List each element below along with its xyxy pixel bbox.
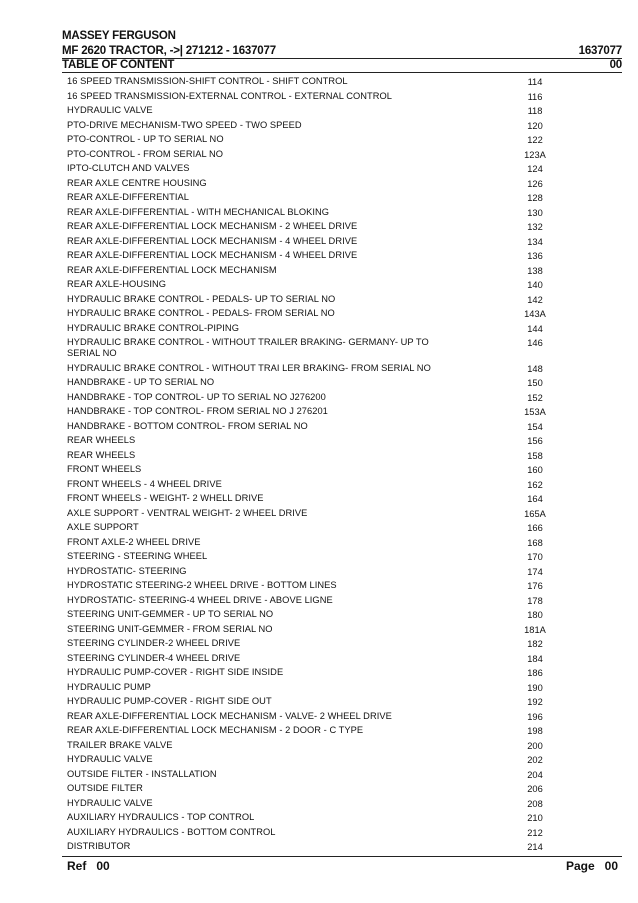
toc-entry <box>67 307 557 322</box>
toc-entry-page: 214 <box>527 842 543 852</box>
toc-entry-page: 158 <box>527 450 543 461</box>
toc-entry-page: 176 <box>527 581 543 591</box>
toc-entry-title: OUTSIDE FILTER - INSTALLATION <box>67 768 217 779</box>
toc-entry-page: 181A <box>524 624 546 635</box>
toc-entry <box>67 695 557 710</box>
toc-entry-page: 164 <box>527 494 543 504</box>
toc-entry-page: 116 <box>527 91 543 102</box>
toc-entry-title: AUXILIARY HYDRAULICS - TOP CONTROL <box>67 812 255 822</box>
toc-entry <box>67 521 557 536</box>
toc-entry <box>67 710 557 725</box>
toc-entry-title: HANDBRAKE - BOTTOM CONTROL- FROM SERIAL NO <box>67 420 308 431</box>
toc-entry <box>67 637 557 652</box>
toc-entry <box>67 652 557 667</box>
toc-entry-title: REAR WHEELS <box>67 435 136 445</box>
toc-entry-title: HYDRAULIC VALVE <box>67 754 153 764</box>
toc-entry-title: REAR AXLE-DIFFERENTIAL - WITH MECHANICAL BLOKING <box>67 206 330 217</box>
toc-entry-page: 165A <box>524 508 546 519</box>
toc-entry <box>67 133 557 148</box>
toc-entry-title: FRONT AXLE-2 WHEEL DRIVE <box>67 536 201 547</box>
toc-entry <box>67 594 557 609</box>
toc-entry-page: 154 <box>527 421 543 432</box>
footer-ref-value: 00 <box>96 859 110 873</box>
toc-entry <box>67 391 557 406</box>
toc-entry-title: PTO-CONTROL - FROM SERIAL NO <box>67 148 224 159</box>
toc-entry-page: 168 <box>527 537 543 548</box>
toc-entry <box>67 362 557 377</box>
toc-entry <box>67 550 557 565</box>
toc-entry-title: DISTRIBUTOR <box>67 841 131 851</box>
toc-entry-page: 150 <box>527 378 543 388</box>
toc-entry-title: HYDROSTATIC- STEERING <box>67 565 187 576</box>
footer-ref <box>67 859 120 873</box>
toc-entry <box>67 826 557 841</box>
toc-entry <box>67 536 557 551</box>
toc-entry <box>67 811 557 826</box>
toc-entry <box>67 249 557 264</box>
toc-entry-page: 143A <box>524 309 546 319</box>
footer-ref-label: Ref <box>67 859 87 873</box>
toc-entry-title: HYDRAULIC BRAKE CONTROL - WITHOUT TRAILER BRAKING- GERMANY- UP TO SERIAL NO <box>67 337 429 358</box>
toc-entry-title: FRONT WHEELS - 4 WHEEL DRIVE <box>67 478 222 489</box>
toc-entry-title: REAR AXLE-DIFFERENTIAL LOCK MECHANISM - 2 WHEEL DRIVE <box>67 221 358 231</box>
toc-entry <box>67 336 557 362</box>
toc-entry-page: 198 <box>527 726 543 736</box>
toc-entry-page: 152 <box>527 392 543 403</box>
toc-entry-page: 162 <box>527 479 543 490</box>
toc-entry-title: STEERING CYLINDER-2 WHEEL DRIVE <box>67 638 241 648</box>
toc-entry-title: REAR AXLE-DIFFERENTIAL <box>67 192 189 202</box>
toc-entry <box>67 191 557 206</box>
toc-entry-title: HYDRAULIC VALVE <box>67 797 153 808</box>
toc-entry <box>67 565 557 580</box>
toc-entry-page: 174 <box>527 566 543 577</box>
toc-entry <box>67 376 557 391</box>
model-title: MF 2620 TRACTOR, ->| 271212 - 1637077 <box>62 45 276 57</box>
toc-entry-page: 196 <box>527 711 543 722</box>
toc-entry-title: HYDRAULIC PUMP <box>67 681 151 692</box>
toc-entry <box>67 162 557 177</box>
toc-entry-title: 16 SPEED TRANSMISSION-SHIFT CONTROL - SHIFT CONTROL <box>67 76 348 86</box>
toc-entry-page: 142 <box>527 294 543 305</box>
toc-entry-page: 178 <box>527 595 543 606</box>
toc-entry-page: 136 <box>527 251 543 261</box>
toc-entry-page: 210 <box>527 813 543 823</box>
toc-entry-title: PTO-CONTROL - UP TO SERIAL NO <box>67 134 224 144</box>
section-title: TABLE OF CONTENT <box>62 59 175 71</box>
toc-entry <box>67 768 557 783</box>
toc-entry-page: 148 <box>527 363 543 374</box>
toc-entry-page: 140 <box>527 280 543 290</box>
toc-entry <box>67 405 557 420</box>
toc-entry-title: HYDRAULIC BRAKE CONTROL - PEDALS- FROM SERIAL NO <box>67 308 335 318</box>
toc-entry <box>67 90 557 105</box>
toc-entry-title: REAR AXLE-DIFFERENTIAL LOCK MECHANISM - VALVE- 2 WHEEL DRIVE <box>67 710 392 721</box>
toc-entry <box>67 220 557 235</box>
toc-entry <box>67 782 557 797</box>
toc-entry-page: 153A <box>524 407 546 417</box>
toc-entry <box>67 449 557 464</box>
toc-entry-page: 166 <box>527 523 543 533</box>
toc-entry-page: 212 <box>527 827 543 838</box>
toc-entry <box>67 434 557 449</box>
toc-entry-title: HYDRAULIC BRAKE CONTROL - PEDALS- UP TO SERIAL NO <box>67 293 336 304</box>
toc-entry-page: 144 <box>527 323 543 334</box>
footer-page-label: Page <box>565 859 595 873</box>
toc-entry-title: HYDROSTATIC- STEERING-4 WHEEL DRIVE - ABOVE LIGNE <box>67 594 333 605</box>
toc-entry <box>67 623 557 638</box>
toc-entry-title: REAR AXLE-DIFFERENTIAL LOCK MECHANISM - 4 WHEEL DRIVE <box>67 235 358 246</box>
toc-entry <box>67 739 557 754</box>
toc-entry-page: 123A <box>524 149 546 160</box>
toc-entry-title: STEERING UNIT-GEMMER - UP TO SERIAL NO <box>67 609 274 619</box>
toc-entry <box>67 681 557 696</box>
toc-entry-title: AXLE SUPPORT <box>67 522 139 532</box>
toc-entry-page: 208 <box>527 798 543 809</box>
part-number: 1637077 <box>578 45 622 57</box>
toc-entry-title: REAR AXLE-DIFFERENTIAL LOCK MECHANISM - 2 DOOR - C TYPE <box>67 725 364 735</box>
toc-entry <box>67 608 557 623</box>
toc-entry-title: FRONT WHEELS - WEIGHT- 2 WHELL DRIVE <box>67 493 264 503</box>
toc-entry-page: 160 <box>527 465 543 475</box>
toc-entry <box>67 840 557 855</box>
toc-entry <box>67 206 557 221</box>
toc-entry-title: PTO-DRIVE MECHANISM-TWO SPEED - TWO SPEED <box>67 119 302 130</box>
toc-entry-title: REAR AXLE-DIFFERENTIAL LOCK MECHANISM - 4 WHEEL DRIVE <box>67 250 358 260</box>
toc-entry-title: HYDRAULIC PUMP-COVER - RIGHT SIDE INSIDE <box>67 667 284 677</box>
toc-list <box>67 75 557 855</box>
toc-entry <box>67 278 557 293</box>
toc-entry-title: HYDRAULIC VALVE <box>67 105 153 115</box>
toc-entry-page: 132 <box>527 222 543 232</box>
toc-entry <box>67 264 557 279</box>
footer-divider <box>62 856 622 857</box>
toc-entry-title: REAR AXLE-DIFFERENTIAL LOCK MECHANISM <box>67 264 277 275</box>
toc-entry <box>67 420 557 435</box>
toc-entry-title: AUXILIARY HYDRAULICS - BOTTOM CONTROL <box>67 826 276 837</box>
toc-entry-title: HANDBRAKE - TOP CONTROL- UP TO SERIAL NO J276200 <box>67 391 326 402</box>
toc-entry <box>67 104 557 119</box>
toc-entry <box>67 724 557 739</box>
toc-entry-page: 118 <box>527 106 543 116</box>
toc-entry-title: HANDBRAKE - TOP CONTROL- FROM SERIAL NO J 276201 <box>67 406 328 416</box>
toc-entry <box>67 293 557 308</box>
footer-page <box>566 859 618 873</box>
footer-page-value: 00 <box>604 859 618 873</box>
toc-entry-title: REAR AXLE-HOUSING <box>67 279 167 289</box>
toc-entry-page: 122 <box>527 135 543 145</box>
section-number: 00 <box>609 59 622 71</box>
toc-entry-page: 202 <box>527 755 543 765</box>
toc-entry <box>67 177 557 192</box>
toc-entry-title: STEERING UNIT-GEMMER - FROM SERIAL NO <box>67 623 273 634</box>
toc-entry-page: 182 <box>527 639 543 649</box>
toc-entry-title: IPTO-CLUTCH AND VALVES <box>67 163 190 173</box>
toc-entry <box>67 119 557 134</box>
toc-entry <box>67 797 557 812</box>
toc-entry <box>67 148 557 163</box>
toc-entry-title: 16 SPEED TRANSMISSION-EXTERNAL CONTROL - EXTERNAL CONTROL <box>67 90 393 101</box>
toc-entry-title: TRAILER BRAKE VALVE <box>67 739 173 750</box>
header-divider <box>62 72 622 73</box>
toc-entry <box>67 478 557 493</box>
toc-entry-page: 204 <box>527 769 543 780</box>
toc-entry-page: 192 <box>527 697 543 707</box>
toc-entry-page: 120 <box>527 120 543 131</box>
toc-entry <box>67 235 557 250</box>
toc-entry-page: 146 <box>527 338 543 348</box>
toc-entry-page: 190 <box>527 682 543 693</box>
toc-entry-title: HYDRAULIC PUMP-COVER - RIGHT SIDE OUT <box>67 696 272 706</box>
toc-entry <box>67 753 557 768</box>
toc-entry-page: 126 <box>527 178 543 189</box>
toc-entry-title: REAR AXLE CENTRE HOUSING <box>67 177 207 188</box>
toc-entry-page: 124 <box>527 164 543 174</box>
toc-entry-page: 134 <box>527 236 543 247</box>
toc-entry <box>67 492 557 507</box>
toc-entry-title: STEERING CYLINDER-4 WHEEL DRIVE <box>67 652 241 663</box>
toc-entry-page: 156 <box>527 436 543 446</box>
toc-entry-page: 128 <box>527 193 543 203</box>
brand-name: MASSEY FERGUSON <box>62 30 176 42</box>
toc-entry-page: 180 <box>527 610 543 620</box>
toc-entry-title: HYDRAULIC BRAKE CONTROL - WITHOUT TRAI LER BRAKING- FROM SERIAL NO <box>67 362 431 373</box>
toc-entry-page: 114 <box>527 77 543 87</box>
toc-entry <box>67 463 557 478</box>
toc-entry-title: STEERING - STEERING WHEEL <box>67 551 208 561</box>
toc-entry-title: HYDRAULIC BRAKE CONTROL-PIPING <box>67 322 239 333</box>
toc-entry-page: 130 <box>527 207 543 218</box>
toc-entry-title: AXLE SUPPORT - VENTRAL WEIGHT- 2 WHEEL DRIVE <box>67 507 308 518</box>
toc-entry-page: 200 <box>527 740 543 751</box>
toc-entry-page: 206 <box>527 784 543 794</box>
toc-entry-title: HANDBRAKE - UP TO SERIAL NO <box>67 377 215 387</box>
toc-entry-page: 170 <box>527 552 543 562</box>
toc-entry <box>67 75 557 90</box>
toc-entry-title: OUTSIDE FILTER <box>67 783 143 793</box>
toc-entry-page: 138 <box>527 265 543 276</box>
toc-entry-title: REAR WHEELS <box>67 449 136 460</box>
toc-entry-page: 184 <box>527 653 543 664</box>
toc-entry <box>67 507 557 522</box>
toc-entry-page: 186 <box>527 668 543 678</box>
toc-entry-title: FRONT WHEELS <box>67 464 142 474</box>
toc-entry-title: HYDROSTATIC STEERING-2 WHEEL DRIVE - BOTTOM LINES <box>67 580 337 590</box>
toc-entry <box>67 322 557 337</box>
toc-entry <box>67 579 557 594</box>
toc-entry <box>67 666 557 681</box>
